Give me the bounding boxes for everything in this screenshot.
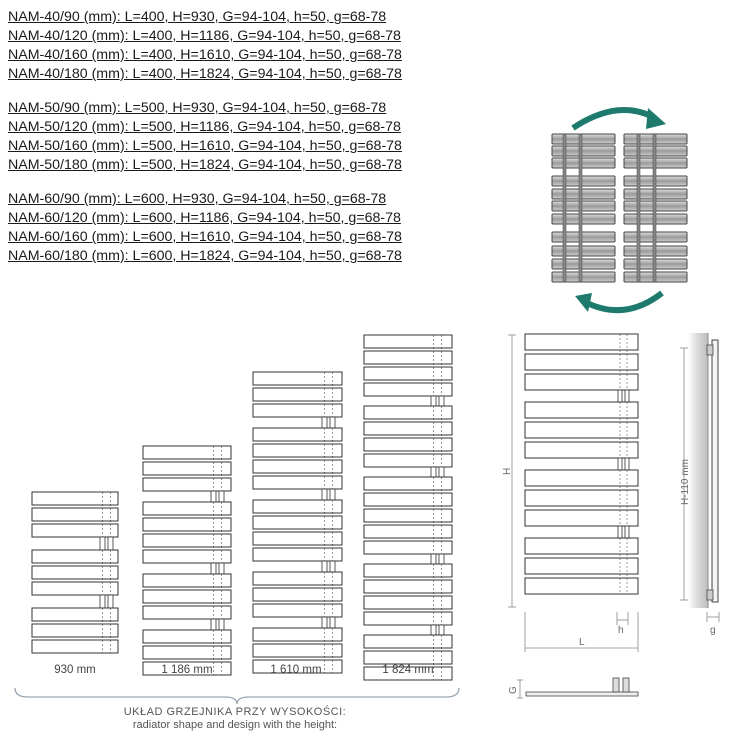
radiator-3d-panel xyxy=(552,214,615,224)
radiator-pipe xyxy=(211,619,216,630)
radiator-panel xyxy=(32,508,118,521)
radiator-panel xyxy=(364,651,452,664)
radiator-panel xyxy=(364,351,452,364)
radiator-pipe xyxy=(100,537,105,550)
radiator-pipe xyxy=(322,561,327,572)
radiator-3d-pipe xyxy=(563,134,566,282)
radiator-panel xyxy=(143,646,231,659)
radiator-panel xyxy=(364,422,452,435)
radiator-bottom-view xyxy=(508,678,638,698)
radiator-pipe xyxy=(219,619,224,630)
radiator-pipe xyxy=(618,390,622,402)
radiator-pipe xyxy=(625,458,629,470)
radiator-pipe xyxy=(431,467,436,477)
radiator-panel xyxy=(253,428,342,441)
radiator-pipe xyxy=(618,526,622,538)
height-label-930: 930 mm xyxy=(54,664,96,676)
spec-line: NAM-50/120 (mm): L=500, H=1186, G=94-104, h=50, g=68-78 xyxy=(8,119,401,135)
radiator-panel xyxy=(525,334,638,350)
dimension-label-g: g xyxy=(710,625,716,636)
spec-line: NAM-40/180 (mm): L=400, H=1824, G=94-104, h=50, g=68-78 xyxy=(8,66,402,82)
rotate-arrow-bottom-icon xyxy=(585,293,662,310)
radiator-3d-render xyxy=(552,134,687,282)
radiator-panel xyxy=(253,548,342,561)
radiator-panel xyxy=(364,335,452,348)
radiator-panel xyxy=(364,635,452,648)
radiator-3d-panel xyxy=(552,176,615,186)
spec-line: NAM-50/90 (mm): L=500, H=930, G=94-104, h=50, g=68-78 xyxy=(8,100,387,116)
radiator-panel xyxy=(364,438,452,451)
radiator-panel xyxy=(143,606,231,619)
radiator-panel xyxy=(143,590,231,603)
height-label-1610: 1 610 mm xyxy=(270,664,322,676)
bottom-connector xyxy=(613,678,619,692)
radiator-panel xyxy=(143,502,231,515)
radiator-3d-panel xyxy=(552,259,615,269)
side-bracket-top xyxy=(707,345,713,355)
dimension-label-G: G xyxy=(508,686,519,694)
radiator-3d-pipe xyxy=(653,134,656,282)
radiator-panel xyxy=(32,582,118,595)
radiator-3d-panel xyxy=(552,146,615,156)
height-label-1186: 1 186 mm xyxy=(161,664,213,676)
radiator-panel xyxy=(253,372,342,385)
radiator-panel xyxy=(253,604,342,617)
radiator-3d-pipe xyxy=(637,134,640,282)
radiator-3d-panel xyxy=(552,246,615,256)
radiator-pipe xyxy=(211,491,216,502)
radiator-panel xyxy=(525,578,638,594)
radiator-panel xyxy=(525,470,638,486)
spec-line: NAM-60/160 (mm): L=600, H=1610, G=94-104, h=50, g=68-78 xyxy=(8,229,402,245)
radiator-3d-panel xyxy=(552,272,615,282)
radiator-pipe xyxy=(108,537,113,550)
radiator-pipe xyxy=(439,625,444,635)
radiator-panel xyxy=(364,367,452,380)
radiator-panel xyxy=(253,532,342,545)
radiator-pipe xyxy=(219,563,224,574)
radiator-panel xyxy=(525,442,638,458)
arrowhead-top xyxy=(646,108,666,129)
wall xyxy=(688,333,708,608)
radiator-3d-panel xyxy=(552,158,615,168)
radiator-panel xyxy=(253,476,342,489)
dimension-label-h-110: H-110 mm xyxy=(680,459,691,505)
radiator-panel xyxy=(525,354,638,370)
radiator-panel xyxy=(253,500,342,513)
radiator-panel xyxy=(143,534,231,547)
radiator-panel xyxy=(253,388,342,401)
radiator-pipe xyxy=(322,417,327,428)
radiator-panel xyxy=(525,558,638,574)
radiator-panel xyxy=(253,572,342,585)
radiator-panel xyxy=(253,444,342,457)
caption-polish: UKŁAD GRZEJNIKA PRZY WYSOKOŚCI: xyxy=(123,706,347,718)
radiator-panel xyxy=(143,462,231,475)
radiator-panel xyxy=(364,596,452,609)
radiator-panel xyxy=(143,630,231,643)
radiator-panel xyxy=(253,628,342,641)
radiator-height-variants xyxy=(32,335,452,680)
dimension-label-H: H xyxy=(502,467,513,475)
radiator-pipe xyxy=(431,396,436,406)
radiator-panel xyxy=(32,566,118,579)
caption-english: radiator shape and design with the height: xyxy=(132,719,338,731)
radiator-panel xyxy=(32,524,118,537)
radiator-pipe xyxy=(439,554,444,564)
radiator-panel xyxy=(143,478,231,491)
radiator-panel xyxy=(364,509,452,522)
radiator-panel xyxy=(253,460,342,473)
dimension-label-L: L xyxy=(579,637,585,648)
radiator-panel xyxy=(143,446,231,459)
spec-line: NAM-50/160 (mm): L=500, H=1610, G=94-104, h=50, g=68-78 xyxy=(8,138,402,154)
radiator-panel xyxy=(525,490,638,506)
radiator-panel xyxy=(525,374,638,390)
radiator-3d-panel xyxy=(552,201,615,211)
spec-line: NAM-40/120 (mm): L=400, H=1186, G=94-104, h=50, g=68-78 xyxy=(8,28,401,44)
side-profile xyxy=(712,340,718,602)
radiator-pipe xyxy=(625,390,629,402)
radiator-pipe xyxy=(219,491,224,502)
radiator-panel xyxy=(32,624,118,637)
radiator-panel xyxy=(364,564,452,577)
spec-line: NAM-60/180 (mm): L=600, H=1824, G=94-104, h=50, g=68-78 xyxy=(8,248,402,264)
radiator-panel xyxy=(364,406,452,419)
radiator-panel xyxy=(143,574,231,587)
arrowhead-bottom xyxy=(575,293,592,312)
radiator-side-view xyxy=(680,333,719,636)
radiator-pipe xyxy=(322,617,327,628)
radiator-pipe xyxy=(431,625,436,635)
radiator-3d-pipe xyxy=(579,134,582,282)
radiator-pipe xyxy=(330,489,335,500)
radiator-pipe xyxy=(439,467,444,477)
radiator-panel xyxy=(525,422,638,438)
radiator-panel xyxy=(364,383,452,396)
radiator-panel xyxy=(32,640,118,653)
radiator-panel xyxy=(364,477,452,490)
radiator-panel xyxy=(525,510,638,526)
radiator-panel xyxy=(364,541,452,554)
radiator-pipe xyxy=(211,563,216,574)
radiator-3d-panel xyxy=(552,134,615,144)
radiator-pipe xyxy=(330,417,335,428)
radiator-pipe xyxy=(330,561,335,572)
radiator-panel xyxy=(364,525,452,538)
rotate-arrow-top-icon xyxy=(573,110,655,128)
radiator-pipe xyxy=(330,617,335,628)
radiator-pipe xyxy=(439,396,444,406)
radiator-pipe xyxy=(108,595,113,608)
radiator-panel xyxy=(32,608,118,621)
radiator-panel xyxy=(143,550,231,563)
side-bracket-bottom xyxy=(707,590,713,600)
dimension-label-h: h xyxy=(618,625,624,636)
bottom-connector xyxy=(623,678,629,692)
radiator-panel xyxy=(253,644,342,657)
radiator-panel xyxy=(364,454,452,467)
radiator-pipe xyxy=(431,554,436,564)
height-label-1824: 1 824 mm xyxy=(382,664,434,676)
radiator-panel xyxy=(364,612,452,625)
spec-line: NAM-40/160 (mm): L=400, H=1610, G=94-104, h=50, g=68-78 xyxy=(8,47,402,63)
radiator-panel xyxy=(32,492,118,505)
radiator-front-view xyxy=(525,334,638,594)
spec-line: NAM-50/180 (mm): L=500, H=1824, G=94-104, h=50, g=68-78 xyxy=(8,157,402,173)
spec-line: NAM-60/120 (mm): L=600, H=1186, G=94-104, h=50, g=68-78 xyxy=(8,210,401,226)
radiator-panel xyxy=(364,580,452,593)
radiator-pipe xyxy=(100,595,105,608)
radiator-panel xyxy=(32,550,118,563)
spec-line: NAM-40/90 (mm): L=400, H=930, G=94-104, h=50, g=68-78 xyxy=(8,9,387,25)
spec-line: NAM-60/90 (mm): L=600, H=930, G=94-104, h=50, g=68-78 xyxy=(8,191,387,207)
radiator-pipe xyxy=(618,458,622,470)
radiator-panel xyxy=(253,516,342,529)
radiator-panel xyxy=(525,402,638,418)
radiator-panel xyxy=(525,538,638,554)
radiator-pipe xyxy=(322,489,327,500)
radiator-3d-panel xyxy=(552,232,615,242)
radiator-panel xyxy=(364,493,452,506)
bottom-profile xyxy=(526,692,638,696)
radiator-panel xyxy=(253,404,342,417)
radiator-panel xyxy=(253,588,342,601)
radiator-3d-panel xyxy=(552,189,615,199)
group-brace xyxy=(15,688,459,704)
radiator-panel xyxy=(143,518,231,531)
radiator-pipe xyxy=(625,526,629,538)
